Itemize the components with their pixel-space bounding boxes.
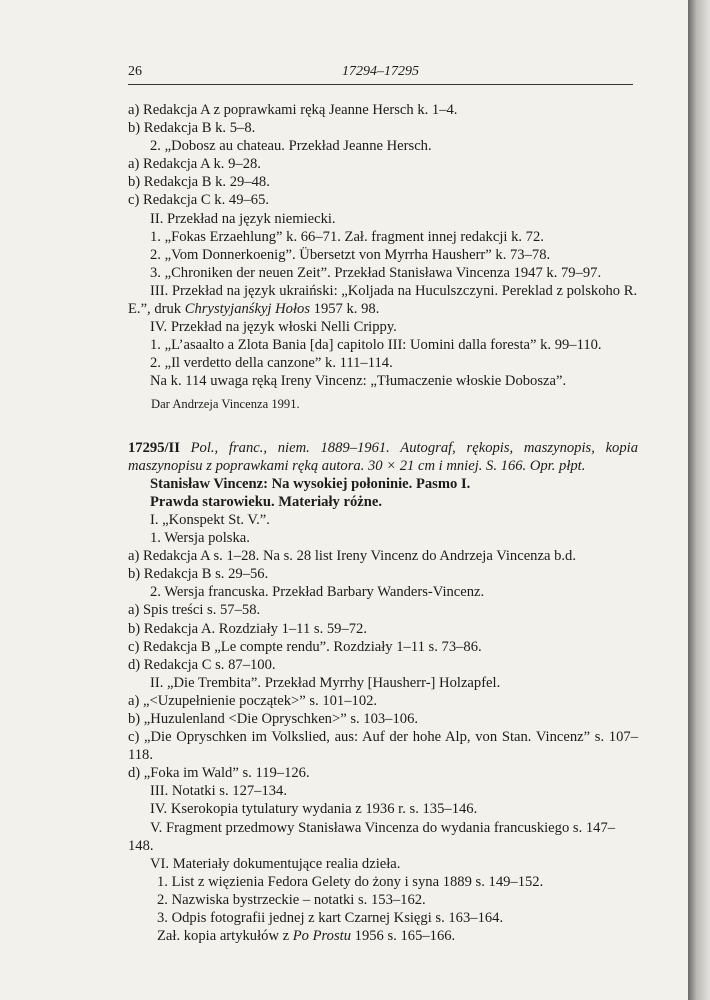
attachment-line: Zał. kopia artykułów z Po Prostu 1956 s. 165–166. xyxy=(157,928,456,945)
italian-translation-list xyxy=(128,318,638,390)
text-line: II. „Die Trembita”. Przekład Myrrhy [Hausherr-] Holzapfel. xyxy=(150,674,501,691)
text-line: d) „Foka im Wald” s. 119–126. xyxy=(128,765,310,782)
text-line: 1. List z więzienia Fedora Gelety do żony i syna 1889 s. 149–152. xyxy=(157,873,544,890)
text-line: a) „<Uzupełnienie początek>” s. 101–102. xyxy=(128,692,378,709)
text-line: b) Redakcja B k. 29–48. xyxy=(128,174,270,191)
entry-17295-contents xyxy=(128,511,638,728)
text-line: 2. Wersja francuska. Przekład Barbary Wanders-Vincenz. xyxy=(150,584,485,601)
text-line: 1. Wersja polska. xyxy=(150,530,250,547)
text-line: b) Redakcja B s. 29–56. xyxy=(128,566,269,583)
text-line: 3. Odpis fotografii jednej z kart Czarnej Księgi s. 163–164. xyxy=(157,910,504,927)
entry-17294-continuation xyxy=(128,101,638,282)
text-line: a) Spis treści s. 57–58. xyxy=(128,602,261,619)
donation-note: Dar Andrzeja Vincenza 1991. xyxy=(151,396,300,411)
text-line: b) Redakcja A. Rozdziały 1–11 s. 59–72. xyxy=(128,620,367,637)
text-line: II. Przekład na język niemiecki. xyxy=(150,210,336,227)
entry-title-line-1: Stanisław Vincenz: Na wysokiej połoninie. Pasmo I. xyxy=(150,475,471,492)
entry-title-line-2: Prawda starowieku. Materiały różne. xyxy=(150,493,382,510)
text-line: III. Notatki s. 127–134. xyxy=(150,783,288,800)
entry-17295-materials xyxy=(128,855,638,927)
text-line: a) Redakcja A z poprawkami ręką Jeanne Hersch k. 1–4. xyxy=(128,102,458,118)
text-line: 1. „L’asaalto a Zlota Bania [da] capitolo III: Uomini dalla foresta” k. 99–110. xyxy=(150,337,602,354)
text-line: b) „Huzulenland <Die Opryschken>” s. 103–106. xyxy=(128,711,419,727)
text-line: 2. „Il verdetto della canzone” k. 111–114. xyxy=(150,355,393,372)
preface-fragment-paragraph: V. Fragment przedmowy Stanisława Vincenza do wydania francuskiego s. 147–148. xyxy=(128,819,616,854)
text-line: a) Redakcja A s. 1–28. Na s. 28 list Ireny Vincenz do Andrzeja Vincenza b.d. xyxy=(128,548,576,565)
page-header xyxy=(128,64,633,85)
text-line: a) Redakcja A k. 9–28. xyxy=(128,156,261,173)
book-edge xyxy=(688,0,710,1000)
entry-17295-contents-2 xyxy=(128,764,638,818)
text-line: IV. Przekład na język włoski Nelli Crippy. xyxy=(150,319,397,336)
running-head: 17294–17295 xyxy=(342,64,419,79)
text-line: VI. Materiały dokumentujące realia dzieła. xyxy=(150,855,401,872)
text-line: 2. „Vom Donnerkoenig”. Übersetzt von Myrrha Hausherr” k. 73–78. xyxy=(150,246,551,263)
text-line: 3. „Chroniken der neuen Zeit”. Przekład Stanisława Vincenza 1947 k. 79–97. xyxy=(150,264,602,281)
entry-physical-description: Pol., franc., niem. 1889–1961. Autograf, rękopis, maszynopis, kopia maszynopisu z poprawkami ręką autora. 30 × 21 cm i mniej. S. 166. Opr. płpt. xyxy=(128,439,638,474)
text-line: I. „Konspekt St. V.”. xyxy=(150,511,270,528)
catalog-text xyxy=(128,101,638,945)
entry-number: 17295/II xyxy=(128,439,180,456)
text-line: 2. „Dobosz au chateau. Przekład Jeanne Hersch. xyxy=(150,138,432,155)
text-line: IV. Kserokopia tytulatury wydania z 1936 r. s. 135–146. xyxy=(150,801,478,818)
text-line: 2. Nazwiska bystrzeckie – notatki s. 153–162. xyxy=(157,891,426,908)
ukrainian-translation-paragraph: III. Przekład na język ukraiński: „Koljada na Huculszczyni. Pereklad z polskoho R. E.”, druk Chrystyjanśkyj Hołos 1957 k. 98. xyxy=(128,282,638,318)
text-line: 1. „Fokas Erzaehlung” k. 66–71. Zał. fragment innej redakcji k. 72. xyxy=(150,228,544,245)
page-number: 26 xyxy=(128,64,142,79)
text-line: Na k. 114 uwaga ręką Ireny Vincenz: „Tłumaczenie włoskie Dobosza”. xyxy=(150,373,567,390)
text-line: c) Redakcja C k. 49–65. xyxy=(128,192,270,209)
entry-17295-description xyxy=(128,439,638,475)
volkslied-paragraph: c) „Die Opryschken im Volkslied, aus: Auf der hohe Alp, von Stan. Vincenz” s. 107–118. xyxy=(128,729,638,764)
text-line: d) Redakcja C s. 87–100. xyxy=(128,656,276,673)
text-line: c) Redakcja B „Le compte rendu”. Rozdziały 1–11 s. 73–86. xyxy=(128,638,482,655)
text-line: b) Redakcja B k. 5–8. xyxy=(128,120,256,137)
